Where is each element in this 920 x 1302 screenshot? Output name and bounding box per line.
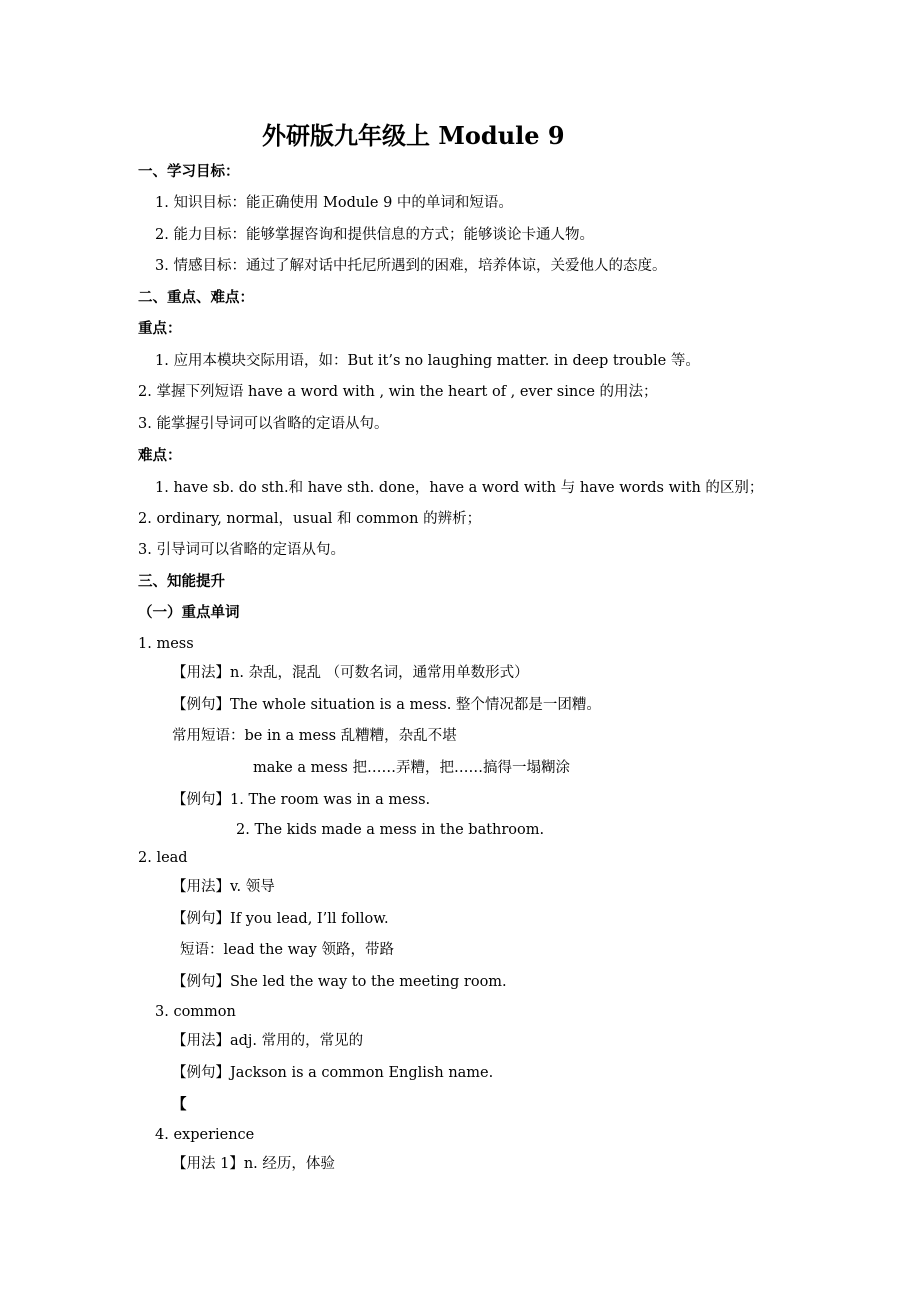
word-usage: 【用法】v. 领导 xyxy=(172,879,275,895)
difficult-point-item: 1. have sb. do sth.和 have sth. done，have a word with 与 have words with 的区别； xyxy=(155,480,764,496)
goal-item: 2. 能力目标：能够掌握咨询和提供信息的方式；能够谈论卡通人物。 xyxy=(155,227,594,243)
word-usage: 【用法】n. 杂乱，混乱 （可数名词，通常用单数形式） xyxy=(172,665,529,681)
open-bracket: 【 xyxy=(172,1096,187,1113)
word-example: 【例句】Jackson is a common English name. xyxy=(172,1065,494,1081)
word-entry-common: 3. common xyxy=(155,1004,236,1020)
key-point-item: 2. 掌握下列短语 have a word with , win the heart of , ever since 的用法； xyxy=(138,384,658,400)
key-point-item: 3. 能掌握引导词可以省略的定语从句。 xyxy=(138,416,389,432)
word-usage: 【用法 1】n. 经历，体验 xyxy=(172,1156,335,1172)
word-phrase: 常用短语：be in a mess 乱糟糟，杂乱不堪 xyxy=(172,728,457,744)
word-example: 【例句】1. The room was in a mess. xyxy=(172,792,431,808)
page-title: 外研版九年级上 Module 9 xyxy=(262,121,565,150)
key-words-subheading: （一）重点单词 xyxy=(138,604,240,621)
key-points-heading: 重点： xyxy=(138,320,182,337)
difficult-points-heading: 难点： xyxy=(138,447,182,464)
goal-item: 1. 知识目标：能正确使用 Module 9 中的单词和短语。 xyxy=(155,195,513,211)
difficult-point-item: 2. ordinary, normal，usual 和 common 的辨析； xyxy=(138,511,482,527)
word-example: 【例句】If you lead, I’ll follow. xyxy=(172,911,389,927)
word-entry-lead: 2. lead xyxy=(138,850,188,866)
key-point-item: 1. 应用本模块交际用语，如：But it’s no laughing matter. in deep trouble 等。 xyxy=(155,353,700,369)
difficult-point-item: 3. 引导词可以省略的定语从句。 xyxy=(138,542,345,558)
word-entry-mess: 1. mess xyxy=(138,636,194,652)
word-phrase: 短语：lead the way 领路，带路 xyxy=(180,942,394,958)
section-2-heading: 二、重点、难点： xyxy=(138,289,254,306)
word-example: 【例句】The whole situation is a mess. 整个情况都是一团糟。 xyxy=(172,697,601,713)
section-1-heading: 一、学习目标： xyxy=(138,163,240,180)
word-phrase: make a mess 把……弄糟，把……搞得一塌糊涂 xyxy=(253,760,570,776)
section-3-heading: 三、知能提升 xyxy=(138,573,225,590)
word-usage: 【用法】adj. 常用的，常见的 xyxy=(172,1033,364,1049)
word-example: 【例句】She led the way to the meeting room. xyxy=(172,974,507,990)
word-entry-experience: 4. experience xyxy=(155,1127,255,1143)
word-example: 2. The kids made a mess in the bathroom. xyxy=(236,822,545,838)
goal-item: 3. 情感目标：通过了解对话中托尼所遇到的困难，培养体谅，关爱他人的态度。 xyxy=(155,258,667,274)
